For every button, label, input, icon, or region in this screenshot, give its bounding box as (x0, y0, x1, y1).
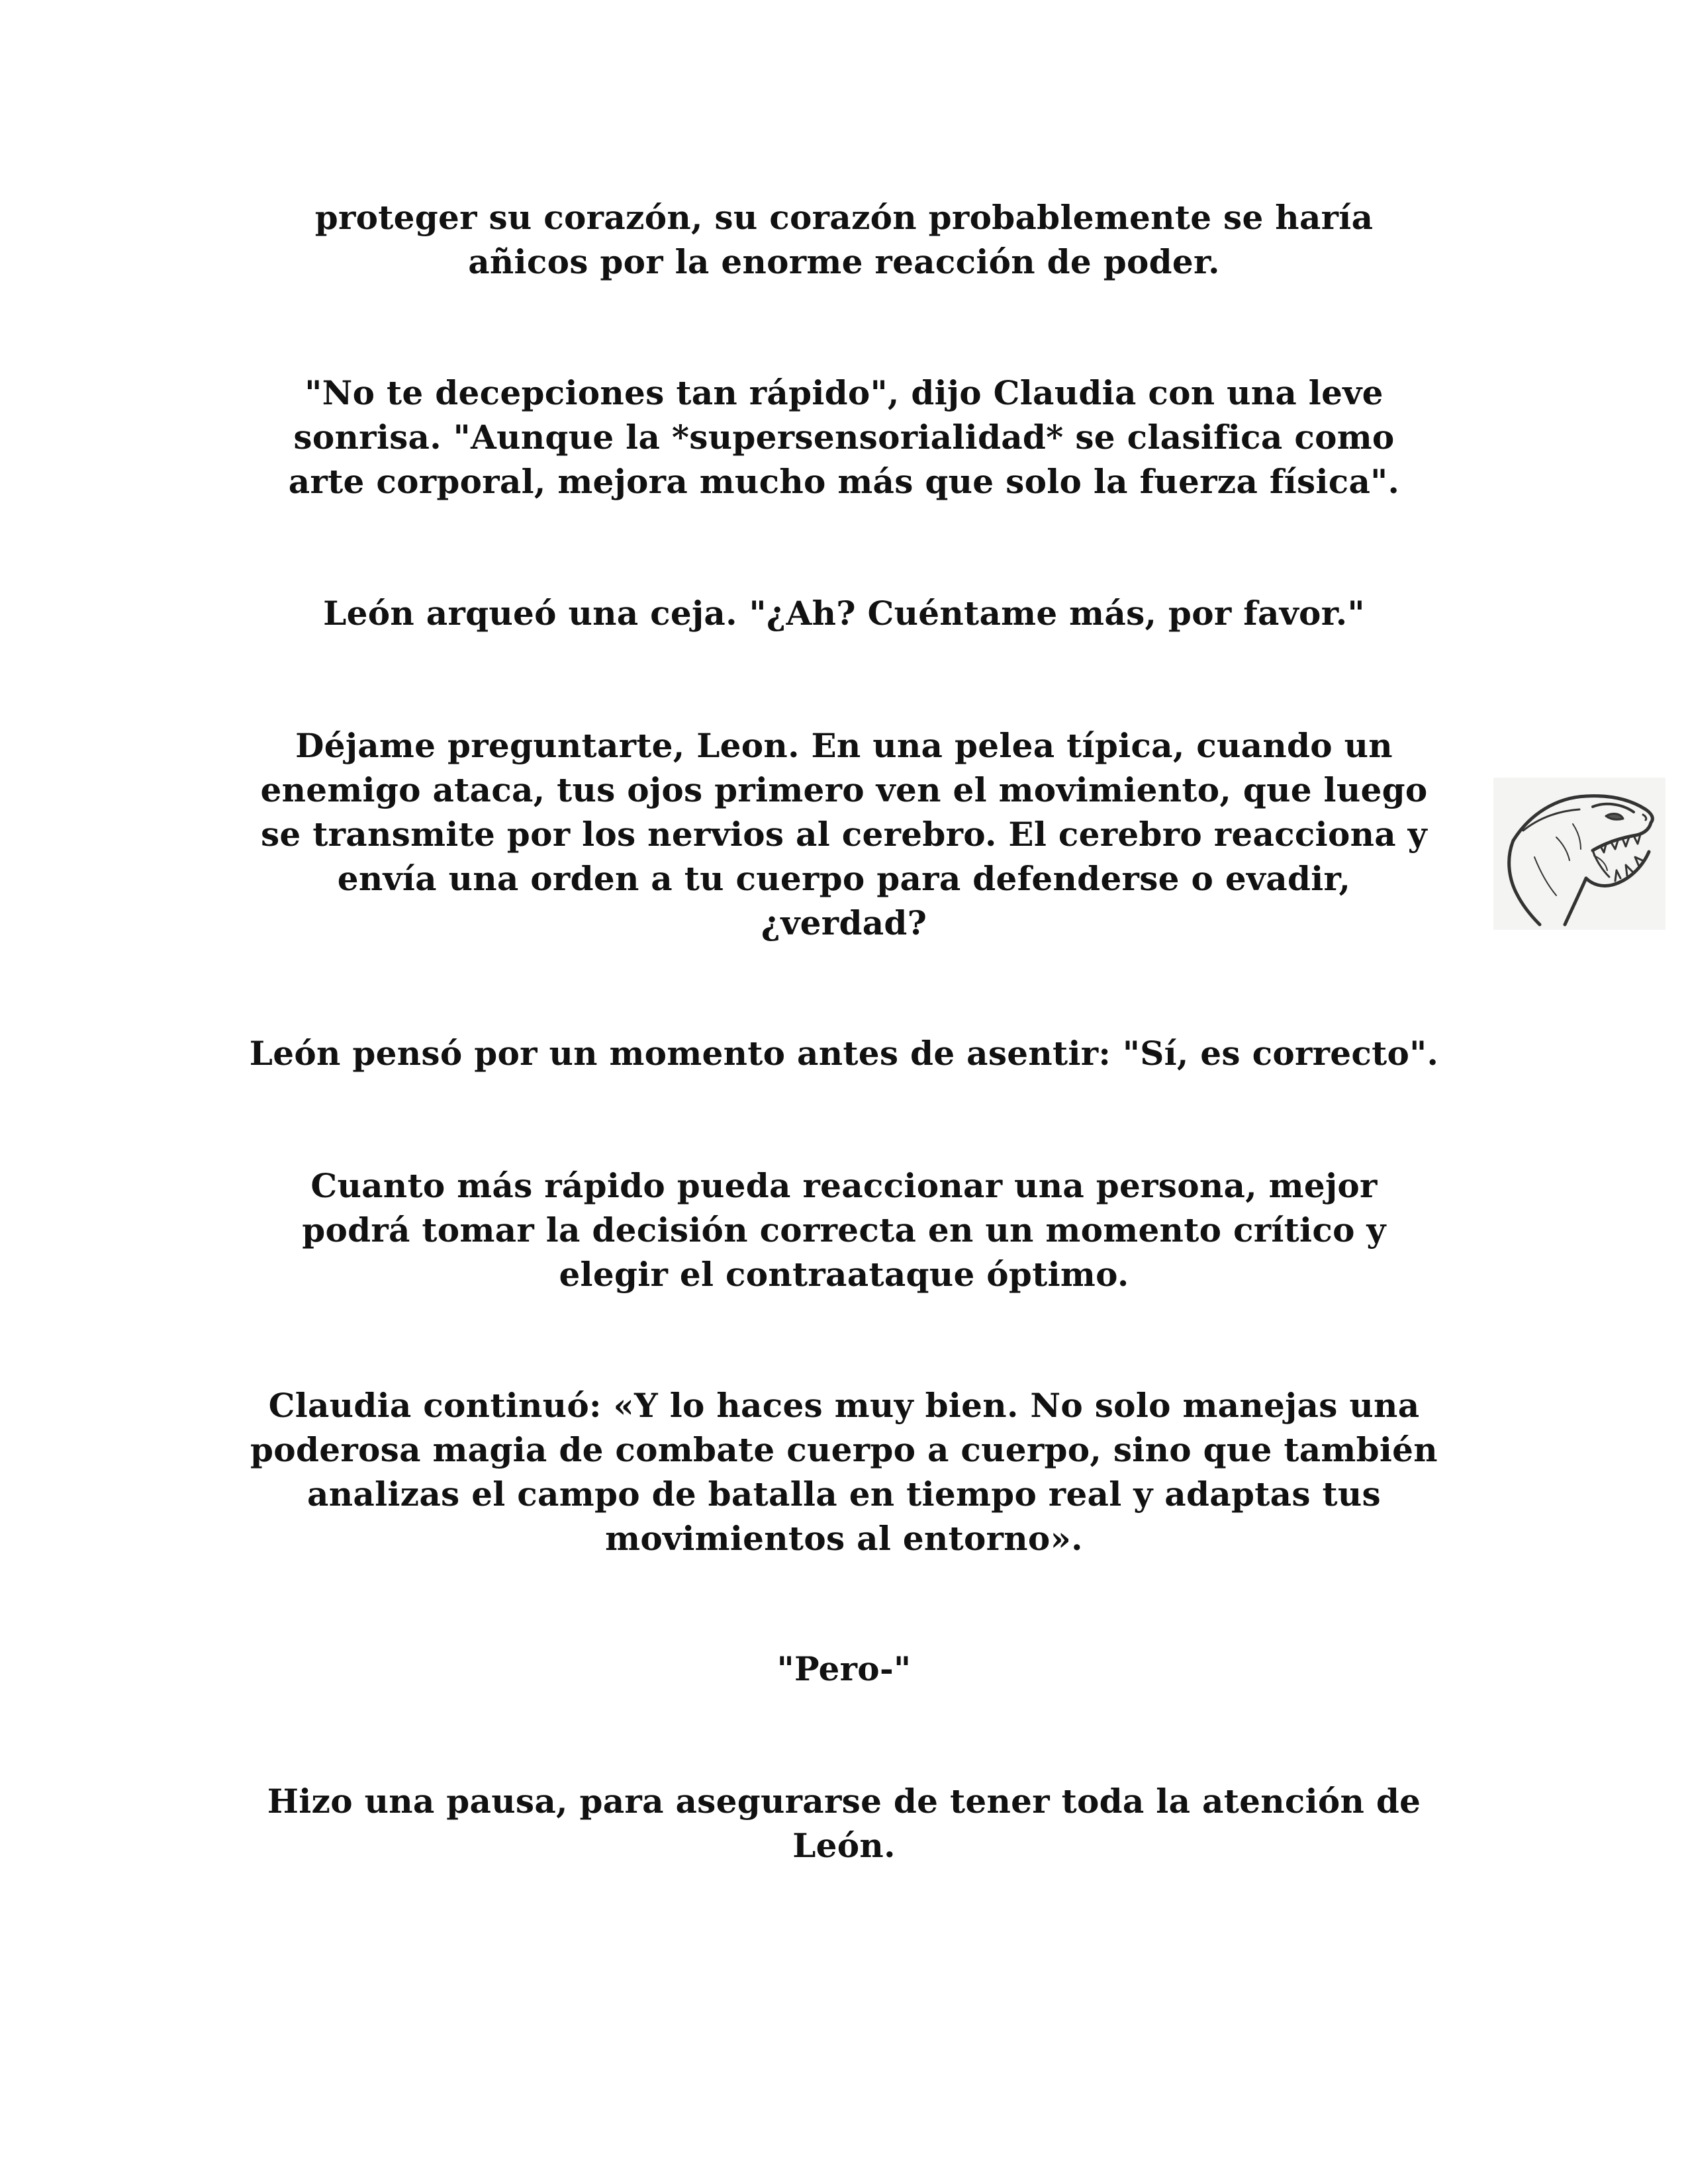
paragraph-1 (199, 195, 1489, 284)
paragraph-2 (199, 371, 1489, 504)
text-line: movimientos al entorno». (605, 1519, 1083, 1558)
paragraph-5 (199, 1031, 1489, 1075)
text-line: añicos por la enorme reacción de poder. (468, 242, 1220, 281)
text-line: "No te decepciones tan rápido", dijo Claudia con una leve (305, 373, 1383, 412)
text-line: Hizo una pausa, para asegurarse de tener toda la atención de (267, 1782, 1421, 1821)
paragraph-8 (199, 1647, 1489, 1691)
text-line: "Pero-" (776, 1649, 912, 1688)
text-line: envía una orden a tu cuerpo para defenderse o evadir, (337, 859, 1351, 898)
paragraph-9 (199, 1779, 1489, 1868)
text-line: analizas el campo de batalla en tiempo real y adaptas tus (307, 1475, 1381, 1514)
paragraph-7 (199, 1383, 1489, 1561)
text-line: León. (792, 1826, 896, 1865)
text-line: podrá tomar la decisión correcta en un momento crítico y (302, 1210, 1386, 1250)
text-line: León arqueó una ceja. "¿Ah? Cuéntame más, por favor." (323, 594, 1365, 633)
text-line: elegir el contraataque óptimo. (559, 1255, 1129, 1294)
paragraph-4 (199, 723, 1489, 945)
dinosaur-head-sketch-icon (1493, 778, 1665, 930)
text-line: arte corporal, mejora mucho más que solo la fuerza física". (288, 462, 1400, 501)
text-line: Déjame preguntarte, Leon. En una pelea típica, cuando un (295, 726, 1393, 765)
text-line: ¿verdad? (761, 903, 927, 942)
text-line: poderosa magia de combate cuerpo a cuerpo, sino que también (250, 1430, 1438, 1469)
text-line: enemigo ataca, tus ojos primero ven el movimiento, que luego (260, 770, 1428, 809)
text-line: sonrisa. "Aunque la *supersensorialidad* se clasifica como (293, 418, 1395, 457)
text-line: Claudia continuó: «Y lo haces muy bien. No solo manejas una (268, 1386, 1420, 1425)
text-line: León pensó por un momento antes de asentir: "Sí, es correcto". (249, 1034, 1439, 1073)
text-line: proteger su corazón, su corazón probablemente se haría (314, 198, 1374, 237)
text-line: Cuanto más rápido pueda reaccionar una persona, mejor (310, 1166, 1378, 1205)
paragraph-3 (199, 591, 1489, 635)
paragraph-6 (199, 1163, 1489, 1297)
text-line: se transmite por los nervios al cerebro. El cerebro reacciona y (260, 815, 1427, 854)
